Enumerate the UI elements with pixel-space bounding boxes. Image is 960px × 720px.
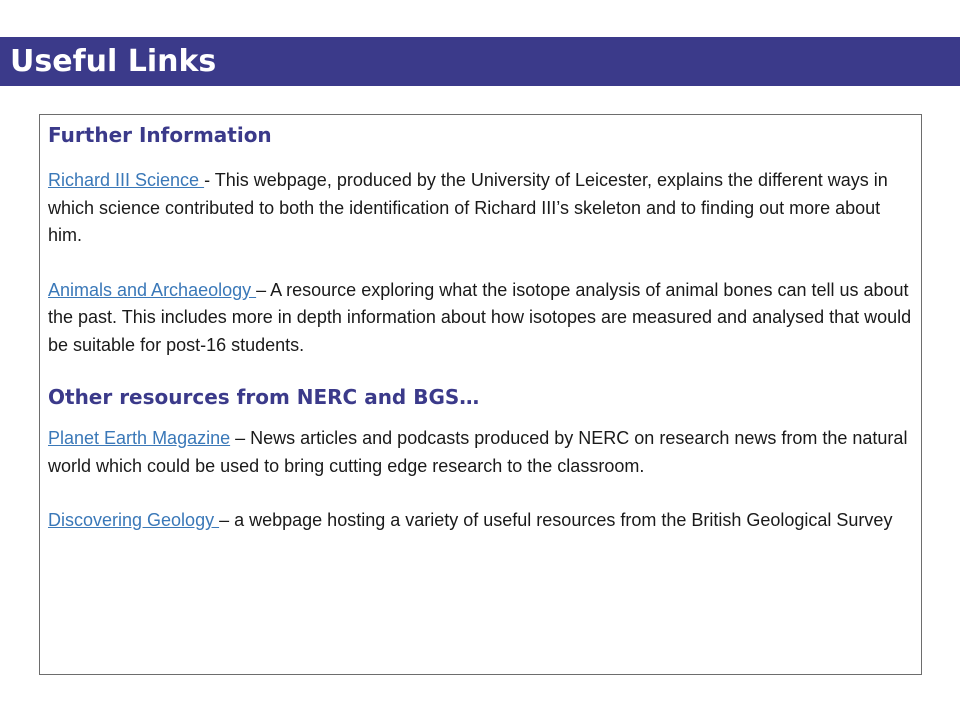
section-heading-other-resources: Other resources from NERC and BGS… [48, 385, 480, 409]
item-description: - This webpage, produced by the University of Leicester, explains the different ways in which science contributed to both the identification of Richard III’s skeleton and to finding out more about him. [48, 170, 888, 245]
link-planet-earth-magazine[interactable]: Planet Earth Magazine [48, 428, 231, 448]
list-item-planet-earth-magazine [48, 425, 913, 480]
section-heading-further-information: Further Information [48, 123, 272, 147]
link-richard-iii-science[interactable]: Richard III Science [48, 170, 205, 190]
link-discovering-geology[interactable]: Discovering Geology [48, 510, 220, 530]
link-animals-and-archaeology[interactable]: Animals and Archaeology [48, 279, 257, 300]
title-bar [0, 37, 960, 86]
content-box [39, 114, 922, 675]
list-item-richard-iii-science [48, 167, 913, 250]
item-description: – a webpage hosting a variety of useful resources from the British Geological Survey [219, 510, 893, 530]
item-description: – News articles and podcasts produced by NERC on research news from the natural world which could be used to bring cutting edge research to the classroom. [48, 428, 908, 476]
item-description: – A resource exploring what the isotope analysis of animal bones can tell us about the past. This includes more in depth information about how isotopes are measured and analysed that would be suitable for post-16 students. [48, 279, 912, 355]
list-item-animals-and-archaeology [48, 277, 913, 360]
page-title: Useful Links [10, 44, 217, 79]
list-item-discovering-geology [48, 507, 913, 535]
